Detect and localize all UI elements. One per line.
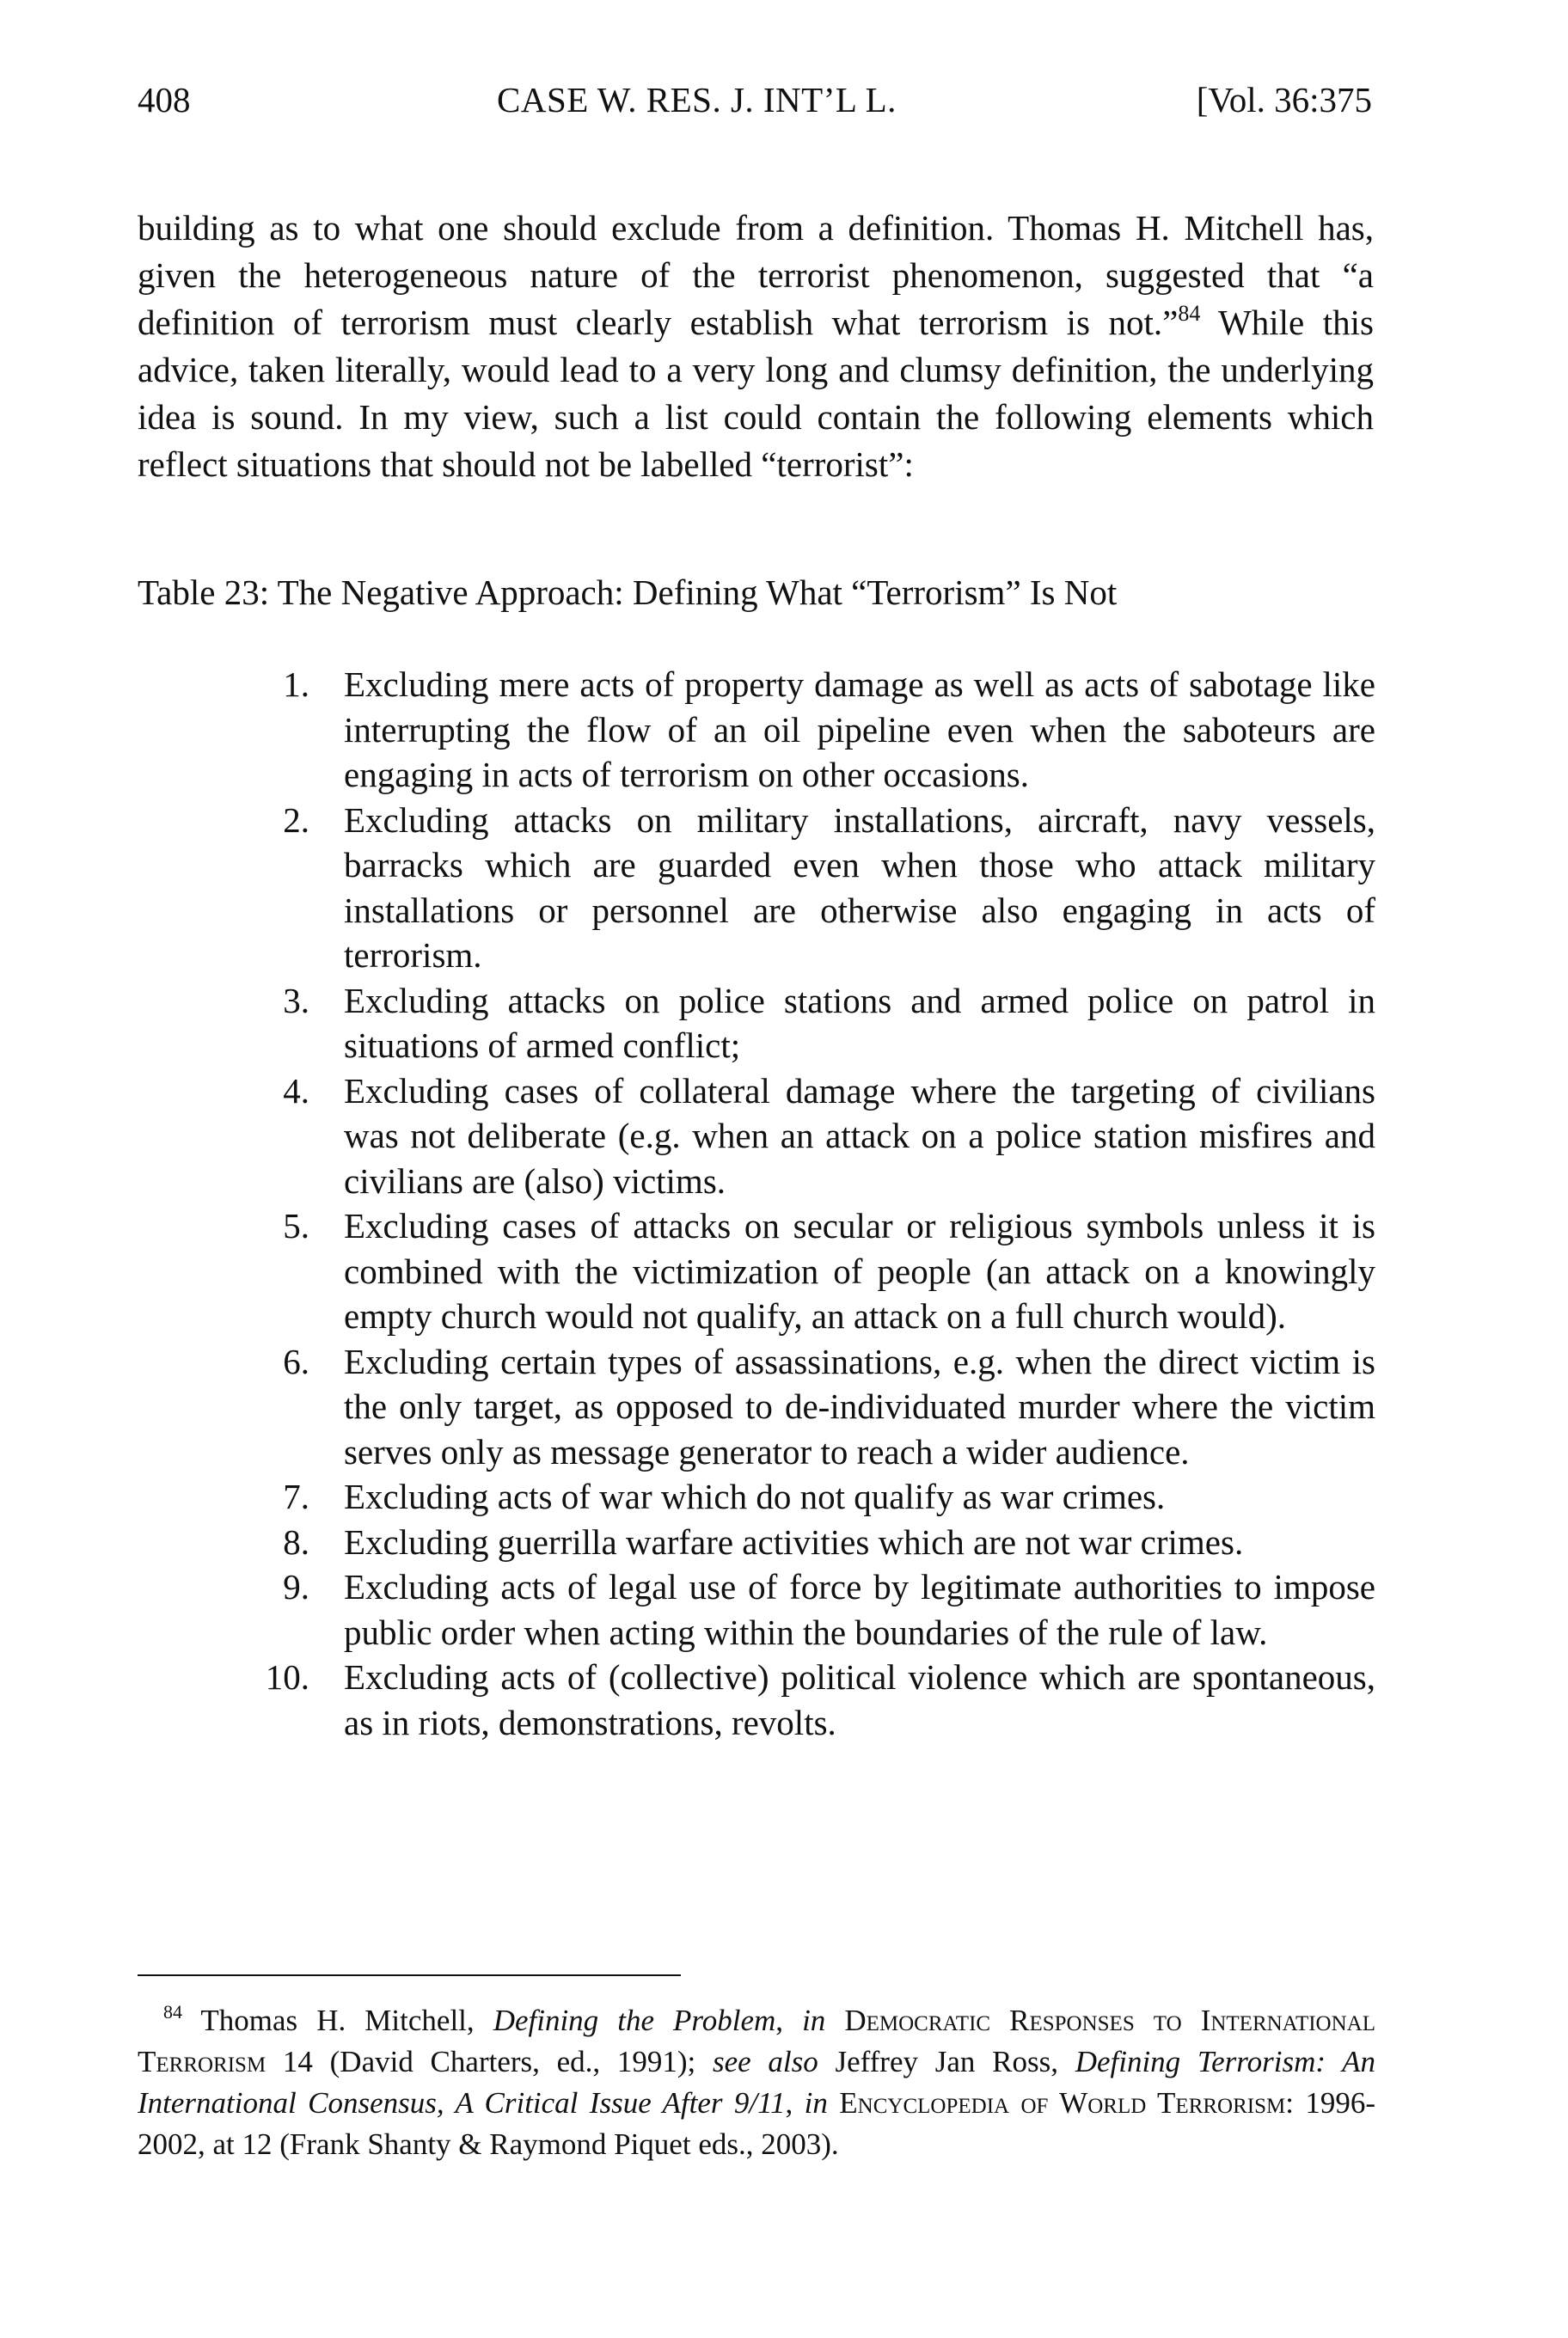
list-item [138, 662, 1375, 798]
table-caption: Table 23: The Negative Approach: Defining What “Terrorism” Is Not [138, 572, 1118, 612]
list-item [138, 1203, 1375, 1339]
list-item-number: 9. [283, 1567, 309, 1607]
footnote [138, 2000, 1375, 2165]
footnote-title-2: Defining Terrorism: An International Consensus, A Critical Issue After 9/11 [138, 2045, 1375, 2120]
list-item-number: 6. [283, 1341, 309, 1381]
list-item-number: 2. [283, 799, 309, 840]
footnote-title-1: Defining the Problem [493, 2004, 776, 2037]
list-item [138, 1339, 1375, 1475]
body-text-after-note: While this advice, taken literally, would lead to a very long and clumsy definition, the underlying idea is sound. In my view, such a list could contain the following elements which reflect situations that should not be labelled “terrorist”: [138, 303, 1374, 484]
list-item-text: Excluding cases of attacks on secular or religious symbols unless it is combined with the victimization of people (an attack on a knowingly empty church would not qualify, an attack on a full church would). [344, 1206, 1375, 1336]
list-item-text: Excluding mere acts of property damage as well as acts of sabotage like interrupting the flow of an oil pipeline even when the saboteurs are engaging in acts of terrorism on other occasions. [344, 664, 1375, 794]
footnote-rest-2: : 1996-2002, at 12 (Frank Shanty & Raymond Piquet eds., 2003). [138, 2086, 1376, 2161]
footnote-book-1: Democratic Responses to International Terrorism [138, 2004, 1375, 2078]
footnote-author-2: Jeffrey Jan Ross, [818, 2045, 1075, 2078]
list-item [138, 1655, 1375, 1745]
footnote-number: 84 [163, 2001, 182, 2023]
footnote-separator [138, 1974, 681, 1976]
list-item-text: Excluding acts of (collective) political violence which are spontaneous, as in riots, demonstrations, revolts. [344, 1657, 1375, 1742]
footnote-author: Thomas H. Mitchell, [200, 2004, 493, 2037]
footnote-in-1: in [802, 2004, 826, 2037]
list-item-text: Excluding acts of war which do not qualify as war crimes. [344, 1477, 1166, 1516]
list-item [138, 1520, 1375, 1565]
list-item-text: Excluding certain types of assassinations, e.g. when the direct victim is the only target, as opposed to de-individuated murder where the victim serves only as message generator to reach a wider audience. [344, 1341, 1375, 1472]
list-item [138, 978, 1375, 1068]
list-item-text: Excluding guerrilla warfare activities which are not war crimes. [344, 1521, 1244, 1562]
footnote-in-2: in [804, 2086, 828, 2120]
body-paragraph [138, 205, 1374, 488]
footnote-book-2: Encyclopedia of World Terrorism [839, 2086, 1286, 2120]
footnote-separator-text: , [775, 2004, 803, 2037]
running-header [138, 79, 1375, 131]
list-item-number: 3. [283, 980, 309, 1020]
list-item [138, 798, 1375, 978]
list-item-text: Excluding acts of legal use of force by legitimate authorities to impose public order when acting within the boundaries of the rule of law. [344, 1567, 1375, 1652]
footnote-separator-text: , [785, 2086, 805, 2120]
list-item-number: 10. [265, 1657, 309, 1697]
list-item-number: 8. [283, 1521, 309, 1562]
body-text-before-note: building as to what one should exclude from a definition. Thomas H. Mitchell has, given the heterogeneous nature of the terrorist phenomenon, suggested that “a definition of terrorism must clearly establish what terrorism is not.” [138, 208, 1374, 342]
footnote-space [828, 2086, 839, 2120]
list-item-text: Excluding attacks on police stations and armed police on patrol in situations of armed conflict; [344, 980, 1375, 1065]
volume-citation: [Vol. 36:375 [1196, 80, 1372, 119]
list-item-number: 5. [283, 1206, 309, 1246]
footnote-see-also: see also [712, 2045, 818, 2078]
footnote-rest-1: 14 (David Charters, ed., 1991); [266, 2045, 713, 2078]
list-item [138, 1474, 1375, 1520]
footnote-reference[interactable]: 84 [1178, 301, 1201, 326]
list-item-text: Excluding cases of collateral damage where the targeting of civilians was not deliberate (e.g. when an attack on a police station misfires and civilians are (also) victims. [344, 1070, 1375, 1201]
footnote-space [825, 2004, 844, 2037]
list-item-number: 4. [283, 1070, 309, 1111]
list-item [138, 1564, 1375, 1655]
exclusion-list [138, 662, 1375, 1745]
page-number: 408 [138, 80, 191, 119]
journal-title: CASE W. RES. J. INT’L L. [497, 80, 897, 119]
list-item [138, 1068, 1375, 1204]
list-item-number: 1. [283, 664, 309, 704]
list-item-text: Excluding attacks on military installations, aircraft, navy vessels, barracks which are guarded even when those who attack military installations or personnel are otherwise also engaging in acts of terrorism. [344, 799, 1375, 975]
list-item-number: 7. [283, 1477, 309, 1516]
